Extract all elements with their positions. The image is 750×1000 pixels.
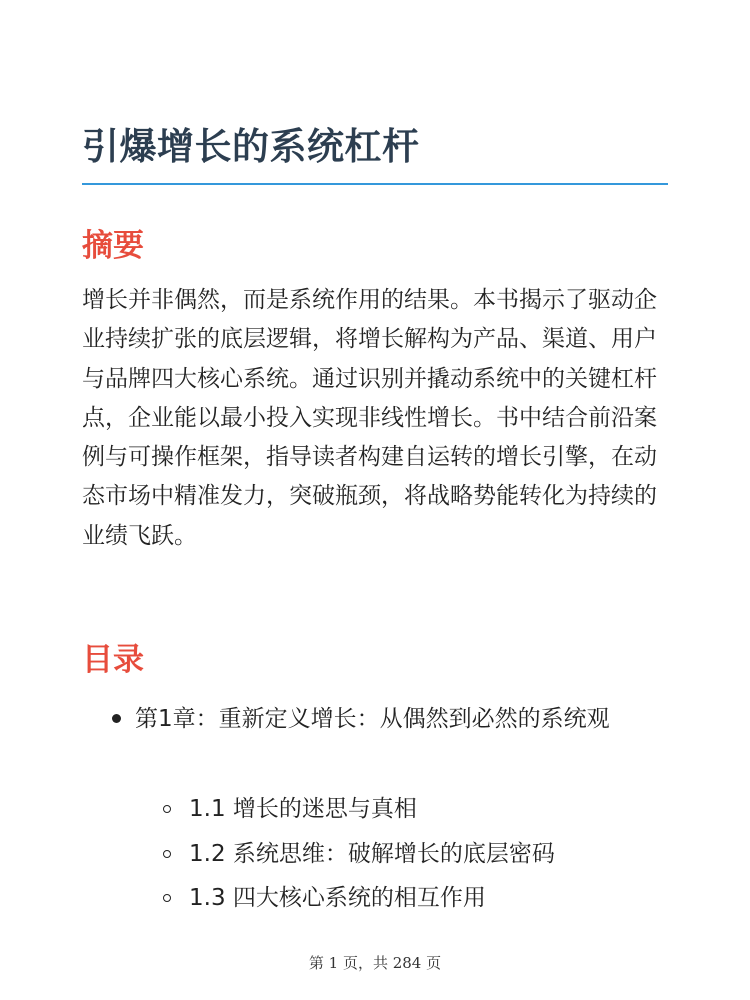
toc-section-1-3[interactable]: 1.3 四大核心系统的相互作用: [189, 885, 486, 911]
circle-bullet-icon: [163, 894, 171, 902]
page-number-footer: 第 1 页，共 284 页: [308, 954, 442, 972]
abstract-heading: 摘要: [82, 228, 144, 264]
title-divider: [82, 183, 668, 185]
circle-bullet-icon: [163, 850, 171, 858]
document-title: 引爆增长的系统杠杆: [82, 125, 420, 168]
abstract-paragraph: 增长并非偶然，而是系统作用的结果。本书揭示了驱动企业持续扩张的底层逻辑，将增长解构为产品、渠道、用户与品牌四大核心系统。通过识别并撬动系统中的关键杠杆点，企业能以最小投入实现非线性增长。书中结合前沿案例与可操作框架，指导读者构建自运转的增长引擎，在动态市场中精准发力，突破瓶颈，将战略势能转化为持续的业绩飞跃。: [82, 287, 657, 549]
toc-section-1-2[interactable]: 1.2 系统思维：破解增长的底层密码: [189, 841, 555, 867]
disc-bullet-icon: [112, 714, 121, 723]
toc-section-1-1[interactable]: 1.1 增长的迷思与真相: [189, 796, 417, 822]
toc-heading: 目录: [82, 642, 144, 678]
toc-chapter-1[interactable]: 第1章：重新定义增长：从偶然到必然的系统观: [135, 706, 610, 732]
circle-bullet-icon: [163, 805, 171, 813]
